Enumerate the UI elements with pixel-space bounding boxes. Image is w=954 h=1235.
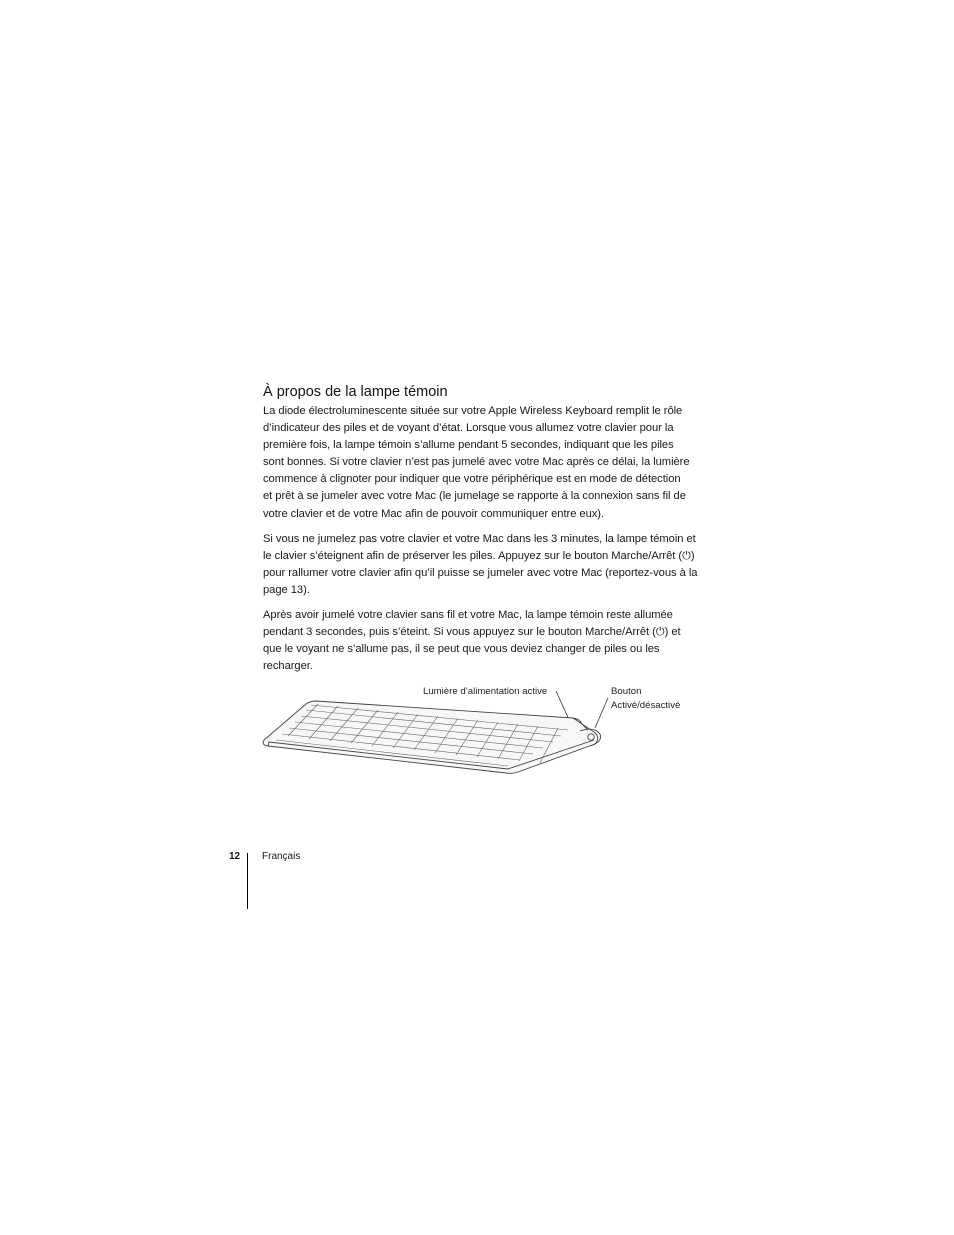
text-line: que le voyant ne s’allume pas, il se peut que vous deviez changer de piles ou les xyxy=(263,643,660,656)
text-line: et prêt à se jumeler avec votre Mac (le jumelage se rapporte à la connexion sans fil de xyxy=(263,490,686,503)
keyboard-figure xyxy=(258,680,698,780)
callout-button-line2: Activé/désactivé xyxy=(611,699,681,711)
footer-language: Français xyxy=(262,851,301,862)
callout-power-light: Lumière d’alimentation active xyxy=(423,686,548,697)
callout-button-line1: Bouton xyxy=(611,686,642,697)
text-line: le clavier s’éteignent afin de préserver les piles. Appuyez sur le bouton Marche/Arrêt (⏻) xyxy=(263,549,695,562)
paragraph-2 xyxy=(263,531,708,599)
text-line: pendant 3 secondes, puis s’éteint. Si vous appuyez sur le bouton Marche/Arrêt (⏻) et xyxy=(263,626,681,639)
content-section xyxy=(263,382,708,683)
section-heading: À propos de la lampe témoin xyxy=(263,384,448,400)
text-line: pour rallumer votre clavier afin qu’il puisse se jumeler avec votre Mac (reportez-vous à la xyxy=(263,566,698,579)
paragraph-3 xyxy=(263,607,708,675)
paragraph-1 xyxy=(263,403,708,523)
text-line: première fois, la lampe témoin s’allume pendant 5 secondes, indiquant que les piles xyxy=(263,439,674,452)
text-line: La diode électroluminescente située sur votre Apple Wireless Keyboard remplit le rôle xyxy=(263,405,683,417)
text-line: Si vous ne jumelez pas votre clavier et votre Mac dans les 3 minutes, la lampe témoin et xyxy=(263,532,696,545)
text-line: page 13). xyxy=(263,583,310,596)
callout-power-button xyxy=(611,685,680,712)
footer-divider xyxy=(247,853,248,909)
text-line: Après avoir jumelé votre clavier sans fil et votre Mac, la lampe témoin reste allumée xyxy=(263,609,673,622)
text-line: votre clavier et de votre Mac afin de pouvoir communiquer entre eux). xyxy=(263,507,605,520)
text-line: commence à clignoter pour indiquer que votre périphérique est en mode de détection xyxy=(263,473,681,486)
text-line: sont bonnes. Si votre clavier n’est pas jumelé avec votre Mac après ce délai, la lumière xyxy=(263,456,690,469)
text-line: recharger. xyxy=(263,660,313,673)
page-number: 12 xyxy=(229,851,241,862)
text-line: d’indicateur des piles et de voyant d’état. Lorsque vous allumez votre clavier pour la xyxy=(263,422,674,435)
